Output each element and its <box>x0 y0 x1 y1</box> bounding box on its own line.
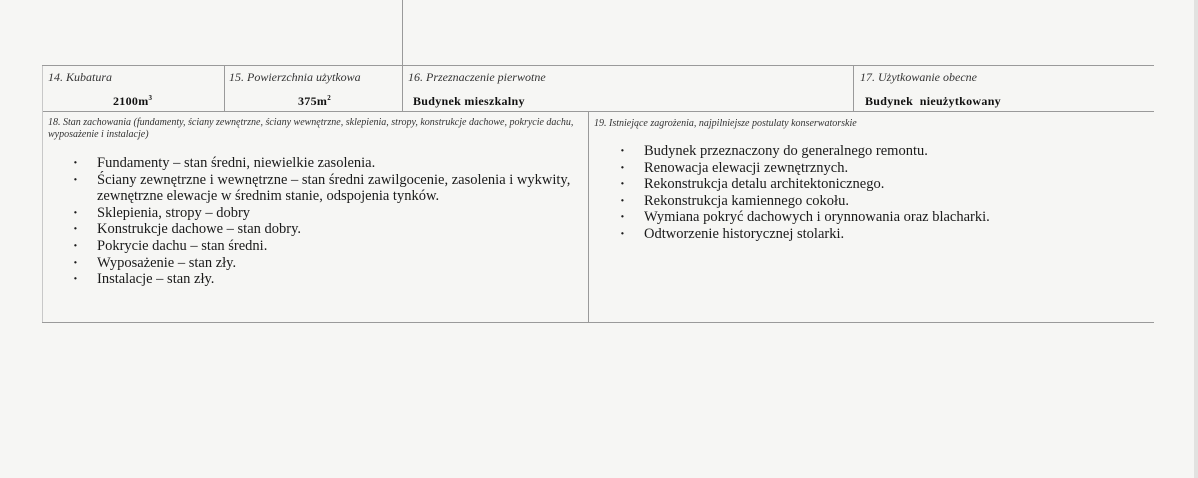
list-item: · Instalacje – stan zły. <box>73 271 573 288</box>
list-item: · Wymiana pokryć dachowych i orynnowania oraz blacharki. <box>620 209 1140 226</box>
vertical-divider-top <box>402 0 403 66</box>
kubatura-unit-exponent: 3 <box>148 94 153 102</box>
list-item: · Wyposażenie – stan zły. <box>73 255 573 272</box>
scan-edge-shadow <box>1194 0 1198 478</box>
stan-zachowania-label: 18. Stan zachowania (fundamenty, ściany zewnętrzne, ściany wewnętrzne, sklepienia, stropy, konstrukcje dachowe, pokrycie dachu, wyposażenie i instalacje) <box>48 117 574 140</box>
field-label-przeznaczenie: 16. Przeznaczenie pierwotne <box>408 70 546 84</box>
list-item: · Sklepienia, stropy – dobry <box>73 205 573 222</box>
powierzchnia-value-text: 375m <box>298 94 328 108</box>
kubatura-value-text: 2100m <box>113 94 149 108</box>
zagrozenia-list <box>620 143 1140 243</box>
horizontal-rule-2 <box>42 111 1154 112</box>
field-value-kubatura <box>113 94 152 109</box>
list-item: · Renowacja elewacji zewnętrznych. <box>620 160 1140 177</box>
powierzchnia-unit-exponent: 2 <box>327 94 332 102</box>
list-item: · Pokrycie dachu – stan średni. <box>73 238 573 255</box>
field-label-powierzchnia: 15. Powierzchnia użytkowa <box>229 70 361 84</box>
field-label-kubatura: 14. Kubatura <box>48 70 113 84</box>
horizontal-rule-3 <box>42 322 1154 323</box>
list-item: · Odtworzenie historycznej stolarki. <box>620 226 1140 243</box>
list-item: · Rekonstrukcja kamiennego cokołu. <box>620 193 1140 210</box>
field-value-powierzchnia <box>298 94 331 109</box>
list-item: · Konstrukcje dachowe – stan dobry. <box>73 221 573 238</box>
col-divider-1 <box>224 66 225 111</box>
col-divider-3 <box>853 66 854 111</box>
zagrozenia-label: 19. Istniejące zagrożenia, najpilniejsze postulaty konserwatorskie <box>594 118 857 129</box>
col-divider-4 <box>588 112 589 322</box>
list-item: · Rekonstrukcja detalu architektonicznego. <box>620 176 1140 193</box>
field-value-uzytkowanie: Budynek nieużytkowany <box>865 94 1001 108</box>
list-item: · Ściany zewnętrzne i wewnętrzne – stan średni zawilgocenie, zasolenia i wykwity, zewnętrzne elewacje w średnim stanie, odspojenia tynków. <box>73 172 573 205</box>
field-label-uzytkowanie: 17. Użytkowanie obecne <box>860 70 977 84</box>
stan-zachowania-list <box>73 155 573 288</box>
field-value-przeznaczenie: Budynek mieszkalny <box>413 94 525 108</box>
col-divider-2 <box>402 66 403 111</box>
list-item: · Fundamenty – stan średni, niewielkie zasolenia. <box>73 155 573 172</box>
horizontal-rule-1 <box>42 65 1154 66</box>
left-border <box>42 66 43 322</box>
list-item: · Budynek przeznaczony do generalnego remontu. <box>620 143 1140 160</box>
